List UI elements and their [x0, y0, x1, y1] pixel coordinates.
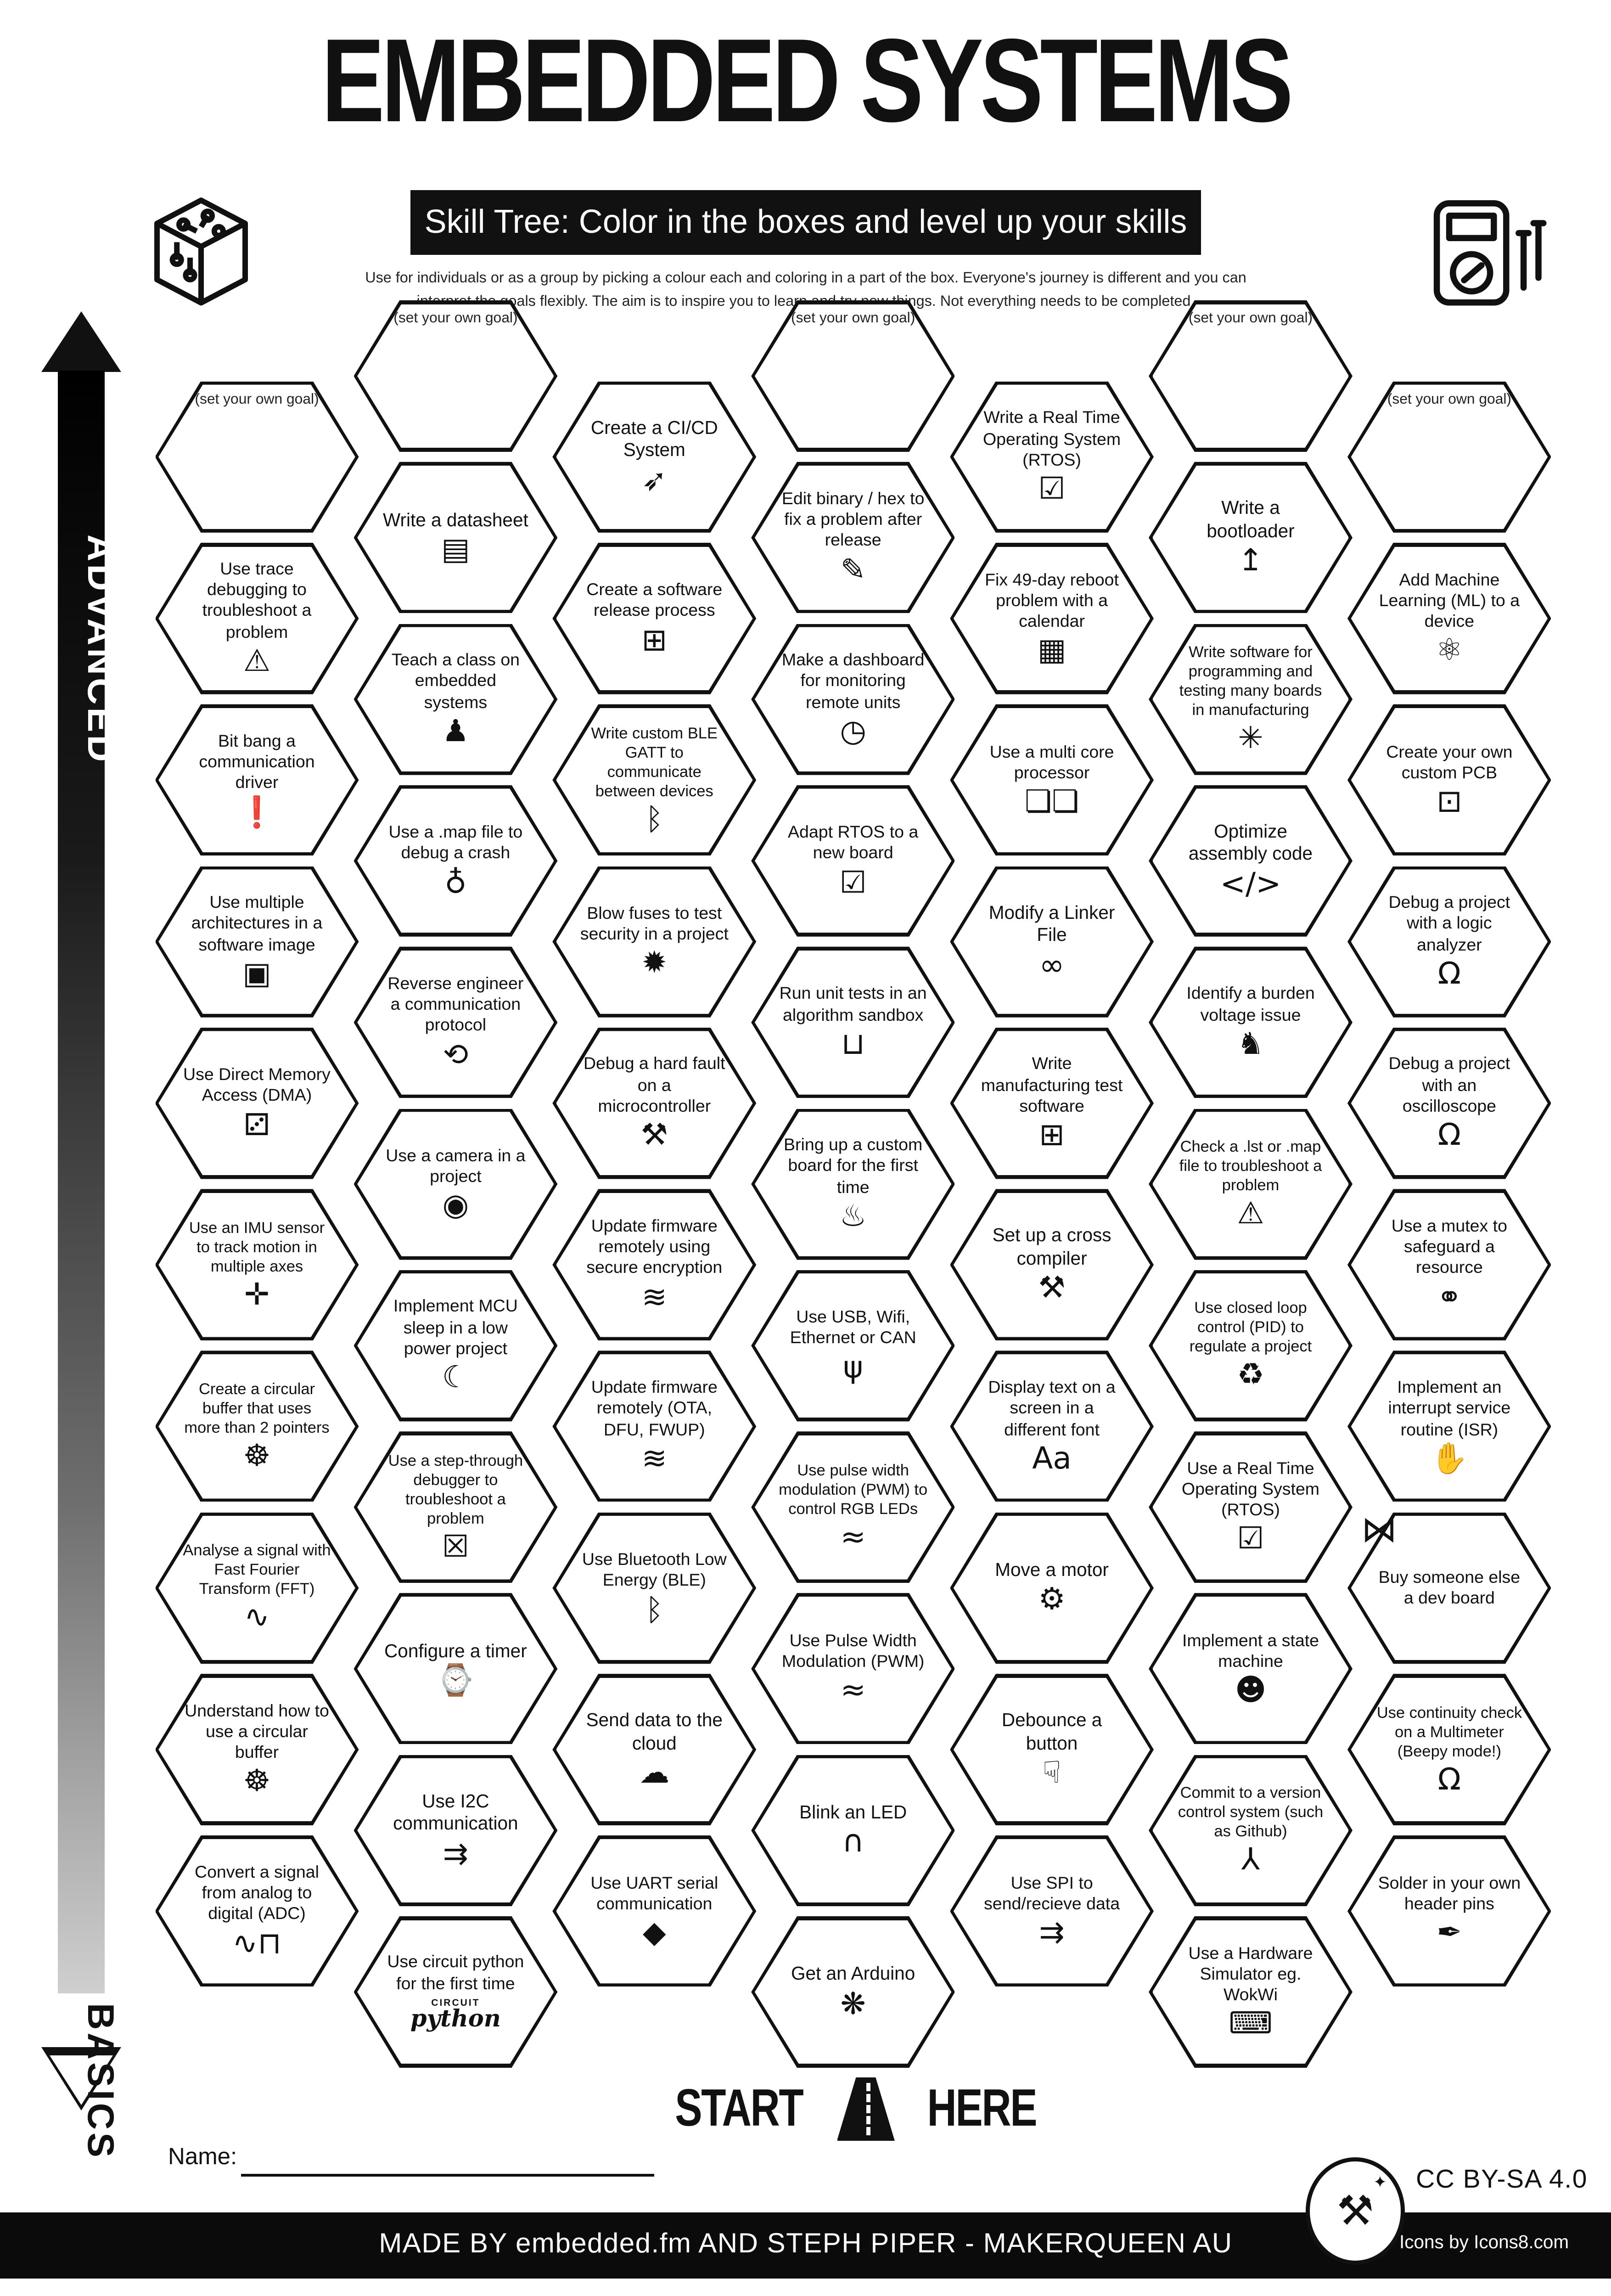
- skill-label: Use a mutex to safeguard a resource: [1391, 1216, 1507, 1277]
- fft-magnifier-icon: ∿: [244, 1601, 270, 1636]
- adc-wave-icon: ∿⊓: [232, 1927, 281, 1962]
- pwm-waves-icon: ≈: [840, 1520, 866, 1555]
- skill-label: Commit to a version control system (such as Github): [1178, 1785, 1324, 1841]
- icons-credit: Icons by Icons8.com: [1399, 2232, 1569, 2252]
- skill-label: Use a camera in a project: [386, 1146, 526, 1186]
- skill-hex[interactable]: [155, 1351, 359, 1502]
- explosion-icon: ✹: [641, 946, 667, 981]
- skill-label: Write software for programming and testing many boards in manufacturing: [1179, 645, 1322, 720]
- license-label: CC BY-SA 4.0: [1416, 2166, 1588, 2195]
- skill-label: Understand how to use a circular buffer: [185, 1701, 329, 1762]
- skill-hex[interactable]: [751, 1755, 955, 1906]
- skill-hex[interactable]: [950, 1028, 1154, 1179]
- globe-icon: ♁: [444, 866, 467, 900]
- rocket-box-icon: ➶: [641, 463, 667, 498]
- release-box-icon: ⊞: [1039, 1119, 1065, 1154]
- skill-hex[interactable]: [950, 866, 1154, 1018]
- skill-label: Debounce a button: [1001, 1710, 1102, 1753]
- camera-icon: ◉: [442, 1189, 469, 1224]
- subtitle-banner: Skill Tree: Color in the boxes and level up your skills: [410, 190, 1201, 255]
- skill-hex[interactable]: [552, 1512, 756, 1664]
- tools-icon: ⚒: [640, 1119, 668, 1154]
- skill-hex[interactable]: [1347, 381, 1551, 533]
- ring-buffer-icon: ☸: [243, 1765, 271, 1800]
- skill-hex[interactable]: [1149, 1109, 1353, 1260]
- multimeter-icon: Ω: [1437, 1119, 1461, 1154]
- laptop-sim-icon: ⌨: [1229, 2008, 1273, 2043]
- raised-hand-icon: ✋: [1430, 1442, 1468, 1477]
- skill-label: Use trace debugging to troubleshoot a problem: [202, 559, 312, 642]
- start-label: START: [674, 2079, 803, 2138]
- skill-hex[interactable]: [552, 704, 756, 856]
- skill-hex[interactable]: [552, 1674, 756, 1825]
- skill-label: Use an IMU sensor to track motion in multiple axes: [189, 1220, 325, 1275]
- skill-hex[interactable]: [354, 462, 557, 613]
- git-branch-icon: ⅄: [1241, 1843, 1260, 1878]
- datasheet-doc-icon: ▤: [441, 533, 470, 568]
- ring-buffer-icon: ☸: [243, 1439, 271, 1474]
- skill-label: Use a Real Time Operating System (RTOS): [1181, 1458, 1320, 1520]
- skill-label: (set your own goal): [791, 310, 915, 326]
- skill-hex[interactable]: [1149, 1431, 1353, 1583]
- skill-label: Use continuity check on a Multimeter (Beepy mode!): [1376, 1705, 1522, 1760]
- name-label: Name:: [168, 2144, 237, 2170]
- skill-hex[interactable]: [751, 1593, 955, 1745]
- skill-hex[interactable]: [354, 1755, 557, 1906]
- license-badge-icon: ⚒ ✦: [1306, 2157, 1405, 2265]
- advanced-label: ADVANCED: [80, 535, 121, 765]
- monitor-warning-icon: ⚠: [1237, 1197, 1264, 1232]
- skill-label: Display text on a screen in a different font: [988, 1378, 1116, 1439]
- skill-label: (set your own goal): [195, 390, 319, 407]
- ml-head-icon: ⚛: [1436, 634, 1463, 669]
- skill-label: Update firmware remotely using secure encryption: [586, 1216, 723, 1277]
- skill-hex[interactable]: [155, 1835, 359, 1987]
- skill-label: Fix 49-day reboot problem with a calendar: [985, 569, 1119, 631]
- wifi-icon: ≋: [641, 1442, 667, 1477]
- multi-core-cubes-icon: ❏❏: [1024, 785, 1079, 820]
- skill-label: Create a software release process: [586, 580, 723, 621]
- skill-hex[interactable]: [751, 1916, 955, 2068]
- skill-label: Use Direct Memory Access (DMA): [183, 1065, 331, 1106]
- skill-label: Optimize assembly code: [1188, 821, 1313, 865]
- multimeter-icon: Ω: [1437, 957, 1461, 992]
- skill-label: Use multiple architectures in a software image: [191, 893, 323, 955]
- exclamation-icon: ❗: [238, 795, 276, 830]
- wifi-lock-icon: ≋: [641, 1280, 667, 1315]
- skill-hex[interactable]: [1347, 866, 1551, 1018]
- circuitpython-logo-icon: CIRCUIT python: [410, 1998, 501, 2033]
- skill-label: Update firmware remotely (OTA, DFU, FWUP): [591, 1378, 718, 1439]
- pcb-icon: ⊡: [1437, 785, 1462, 820]
- skill-hex[interactable]: [155, 1512, 359, 1664]
- monitor-warning-icon: ⚠: [243, 644, 271, 679]
- skill-label: Analyse a signal with Fast Fourier Transform (FFT): [183, 1543, 331, 1598]
- skill-hex[interactable]: [1149, 1755, 1353, 1906]
- cube-network-icon: ▣: [242, 957, 271, 992]
- i2c-arrows-icon: ⇉: [443, 1837, 469, 1872]
- usb-trident-icon: ψ: [843, 1351, 863, 1385]
- party-popper-icon: ❋: [840, 1987, 866, 2022]
- skill-label: Use Bluetooth Low Energy (BLE): [582, 1550, 727, 1590]
- skill-label: (set your own goal): [393, 310, 518, 326]
- skill-hex[interactable]: [1347, 1189, 1551, 1340]
- calendar-icon: ▦: [1037, 634, 1067, 669]
- page-title: EMBEDDED SYSTEMS: [321, 15, 1290, 147]
- skill-label: Use Pulse Width Modulation (PWM): [781, 1630, 925, 1671]
- skill-label: Use SPI to send/recieve data: [984, 1873, 1120, 1913]
- skill-hex[interactable]: [950, 1351, 1154, 1502]
- skill-hex[interactable]: [155, 866, 359, 1018]
- skill-hex[interactable]: [1347, 704, 1551, 856]
- skill-label: Teach a class on embedded systems: [391, 650, 520, 712]
- skill-hex[interactable]: [950, 704, 1154, 856]
- skill-label: Configure a timer: [384, 1640, 527, 1661]
- skill-label: Move a motor: [995, 1559, 1109, 1581]
- skill-label: Create your own custom PCB: [1386, 742, 1513, 782]
- skill-hex[interactable]: [354, 1431, 557, 1583]
- skill-label: Solder in your own header pins: [1378, 1873, 1521, 1913]
- intro-line-1: Use for individuals or as a group by picking a colour each and coloring in a part of the box. Everyone's journey is different and you can: [365, 270, 1246, 287]
- circuit-cube-icon: ⚂: [243, 1108, 270, 1143]
- skill-label: Write a Real Time Operating System (RTOS): [982, 408, 1121, 470]
- skill-label: Buy someone else a dev board: [1378, 1567, 1521, 1608]
- skill-label: Implement an interrupt service routine (ISR): [1388, 1378, 1511, 1439]
- release-box-icon: ⊞: [641, 624, 667, 658]
- skill-hex[interactable]: [354, 624, 557, 775]
- skill-label: Write a bootloader: [1207, 497, 1295, 541]
- here-label: HERE: [926, 2079, 1036, 2138]
- skill-hex[interactable]: [751, 785, 955, 937]
- skill-hex[interactable]: [1347, 1028, 1551, 1179]
- skill-label: Check a .lst or .map file to troubleshoot a problem: [1179, 1139, 1322, 1194]
- monitor-bug-icon: ☒: [442, 1530, 469, 1564]
- skill-hex[interactable]: [751, 947, 955, 1098]
- robot-icon: ☻: [1235, 1674, 1267, 1709]
- skill-label: Use I2C communication: [393, 1790, 518, 1834]
- skill-label: Convert a signal from analog to digital (ADC): [194, 1862, 319, 1924]
- gift-bow-icon: ⋈: [1361, 1509, 1397, 1551]
- skill-label: Get an Arduino: [791, 1963, 915, 1984]
- sandbox-icon: ⊔: [841, 1027, 865, 1062]
- skill-hex[interactable]: [354, 300, 557, 452]
- skill-label: Bit bang a communication driver: [199, 731, 315, 793]
- skill-hex[interactable]: [1149, 785, 1353, 937]
- skill-label: Write custom BLE GATT to communicate between devices: [591, 726, 718, 800]
- mule-icon: ♞: [1237, 1027, 1264, 1062]
- basics-label: BASICS: [80, 2003, 121, 2160]
- skill-label: Write manufacturing test software: [981, 1054, 1123, 1116]
- skill-label: Edit binary / hex to fix a problem after release: [781, 489, 925, 551]
- skill-hex[interactable]: [552, 1351, 756, 1502]
- skill-label: Add Machine Learning (ML) to a device: [1379, 569, 1520, 631]
- forklift-icon: ↥: [1238, 544, 1263, 579]
- handshake-icon: ⚭: [1437, 1280, 1462, 1315]
- skill-label: Create a CI/CD System: [590, 417, 718, 461]
- skill-label: (set your own goal): [1188, 310, 1313, 326]
- skill-hex[interactable]: [552, 381, 756, 533]
- skill-label: Use a .map file to debug a crash: [388, 822, 523, 863]
- skill-label: (set your own goal): [1387, 390, 1512, 407]
- spi-arrows-icon: ⇉: [1039, 1916, 1065, 1951]
- skill-hex[interactable]: [155, 1674, 359, 1825]
- skill-label: Reverse engineer a communication protocol: [387, 974, 524, 1035]
- skill-hex[interactable]: [1149, 947, 1353, 1098]
- led-icon: ∩: [842, 1826, 864, 1861]
- skill-label: Modify a Linker File: [988, 901, 1115, 945]
- soldering-iron-icon: ✒: [1437, 1916, 1462, 1951]
- skill-hex[interactable]: [751, 462, 955, 613]
- motor-icon: ⚙: [1038, 1583, 1066, 1618]
- skill-label: Run unit tests in an algorithm sandbox: [779, 984, 927, 1025]
- skill-hex[interactable]: [1347, 1674, 1551, 1825]
- skill-label: Use pulse width modulation (PWM) to control RGB LEDs: [779, 1462, 928, 1518]
- skill-label: Debug a hard fault on a microcontroller: [583, 1054, 725, 1116]
- skill-label: Implement MCU sleep in a low power project: [393, 1297, 518, 1358]
- skill-hex[interactable]: [751, 624, 955, 775]
- skill-hex[interactable]: [1149, 462, 1353, 613]
- bluetooth-icon: ᛒ: [645, 1593, 664, 1628]
- skill-label: Use a Hardware Simulator eg. WokWi: [1188, 1943, 1313, 2005]
- skill-label: Use a multi core processor: [989, 742, 1114, 782]
- skill-hex[interactable]: [950, 1835, 1154, 1987]
- uart-drop-icon: ◆: [642, 1916, 666, 1951]
- skill-hex[interactable]: [1347, 1509, 1551, 1664]
- gauge-icon: ◷: [840, 715, 866, 749]
- skill-hex[interactable]: [354, 1109, 557, 1260]
- skill-hex[interactable]: [950, 1189, 1154, 1340]
- axes-3d-icon: ✛: [244, 1277, 270, 1312]
- intro-line-2: goals flexibly. The aim is to inspire you to learn things. Not everything needs to be completed.: [500, 293, 1195, 310]
- monitor-check-icon: ☑: [1237, 1523, 1264, 1558]
- octopus-icon: ✳: [1238, 722, 1263, 757]
- cloud-icon: ☁: [639, 1756, 670, 1791]
- skill-label: Use circuit python for the first time: [387, 1952, 524, 1993]
- teacher-icon: ♟: [442, 715, 469, 749]
- skill-hex[interactable]: [155, 1028, 359, 1179]
- skill-label: Write a datasheet: [383, 509, 528, 530]
- skill-label: Set up a cross compiler: [992, 1225, 1111, 1268]
- skill-hex[interactable]: [1149, 1270, 1353, 1421]
- skill-label: Debug a project with an oscilloscope: [1388, 1054, 1510, 1116]
- sleep-moon-icon: ☾: [442, 1361, 469, 1396]
- skill-label: Use closed loop control (PID) to regulate a project: [1189, 1300, 1312, 1356]
- skill-hex[interactable]: [751, 1109, 955, 1260]
- skill-label: Use USB, Wifi, Ethernet or CAN: [790, 1307, 916, 1348]
- skill-label: Debug a project with a logic analyzer: [1388, 893, 1510, 955]
- skill-label: Blow fuses to test security in a project: [580, 903, 729, 944]
- skill-label: Make a dashboard for monitoring remote units: [781, 650, 925, 712]
- skill-hex[interactable]: [1149, 300, 1353, 452]
- bluetooth-icon: ᛒ: [645, 803, 664, 838]
- skill-hex[interactable]: [354, 947, 557, 1098]
- skill-hex[interactable]: [552, 543, 756, 694]
- skill-hex[interactable]: [950, 381, 1154, 533]
- finger-press-icon: ☟: [1042, 1756, 1061, 1791]
- skill-hex[interactable]: [1347, 1835, 1551, 1987]
- skill-hex[interactable]: [354, 1270, 557, 1421]
- skill-label: Create a circular buffer that uses more than 2 pointers: [184, 1381, 330, 1437]
- monitor-check-icon: ☑: [1038, 473, 1066, 507]
- tools-icon: ⚒: [1038, 1272, 1066, 1306]
- reverse-gear-icon: ⟲: [443, 1038, 469, 1073]
- skill-hex[interactable]: [552, 1189, 756, 1340]
- skill-label: Identify a burden voltage issue: [1186, 984, 1315, 1025]
- skill-hex[interactable]: [155, 1189, 359, 1340]
- birthday-candle-icon: ♨: [839, 1199, 867, 1234]
- skill-hex[interactable]: [354, 1916, 557, 2068]
- skill-hex[interactable]: [155, 704, 359, 856]
- skill-hex[interactable]: [751, 300, 955, 452]
- skill-label: Bring up a custom board for the first time: [784, 1135, 923, 1197]
- monitor-check-icon: ☑: [839, 866, 867, 900]
- skill-hex[interactable]: [155, 381, 359, 533]
- name-line[interactable]: [241, 2174, 654, 2177]
- skill-label: Adapt RTOS to a new board: [788, 822, 919, 863]
- font-sample-icon: Aa: [1032, 1442, 1072, 1477]
- road-icon: [837, 2077, 895, 2141]
- skill-hex[interactable]: [1347, 543, 1551, 694]
- skill-hex[interactable]: [354, 785, 557, 937]
- skill-hex[interactable]: [1149, 1593, 1353, 1745]
- skill-label: Send data to the cloud: [586, 1710, 723, 1753]
- skill-hex[interactable]: [1347, 1351, 1551, 1502]
- skill-hex[interactable]: [552, 866, 756, 1018]
- skill-hex[interactable]: [950, 543, 1154, 694]
- skill-hex[interactable]: [155, 543, 359, 694]
- start-here: [647, 2077, 1061, 2141]
- pid-loop-icon: ♻: [1237, 1358, 1264, 1393]
- pencil-icon: ✎: [840, 553, 866, 588]
- skill-hex[interactable]: [552, 1835, 756, 1987]
- skill-label: Use UART serial communication: [590, 1873, 718, 1913]
- skill-hex[interactable]: [751, 1431, 955, 1583]
- skill-hex[interactable]: [552, 1028, 756, 1179]
- footer-credit: MADE BY embedded.fm AND STEPH PIPER - MAKERQUEEN AU: [379, 2229, 1233, 2259]
- code-tags-icon: </>: [1220, 867, 1281, 902]
- multimeter-icon: Ω: [1437, 1762, 1461, 1797]
- skill-hex[interactable]: [751, 1270, 955, 1421]
- skill-hex[interactable]: [950, 1512, 1154, 1664]
- stopwatch-icon: ⌚: [437, 1664, 475, 1699]
- skill-label: Implement a state machine: [1182, 1630, 1319, 1671]
- skill-label: Use a step-through debugger to troubleshoot a problem: [388, 1452, 523, 1527]
- chain-link-icon: ∞: [1039, 948, 1065, 983]
- skill-label: Blink an LED: [799, 1801, 907, 1823]
- pwm-waves-icon: ≈: [840, 1674, 866, 1709]
- skill-hex[interactable]: [354, 1593, 557, 1745]
- skill-hex[interactable]: [950, 1674, 1154, 1825]
- skill-hex[interactable]: [1149, 1916, 1353, 2068]
- skill-hex[interactable]: [1149, 624, 1353, 775]
